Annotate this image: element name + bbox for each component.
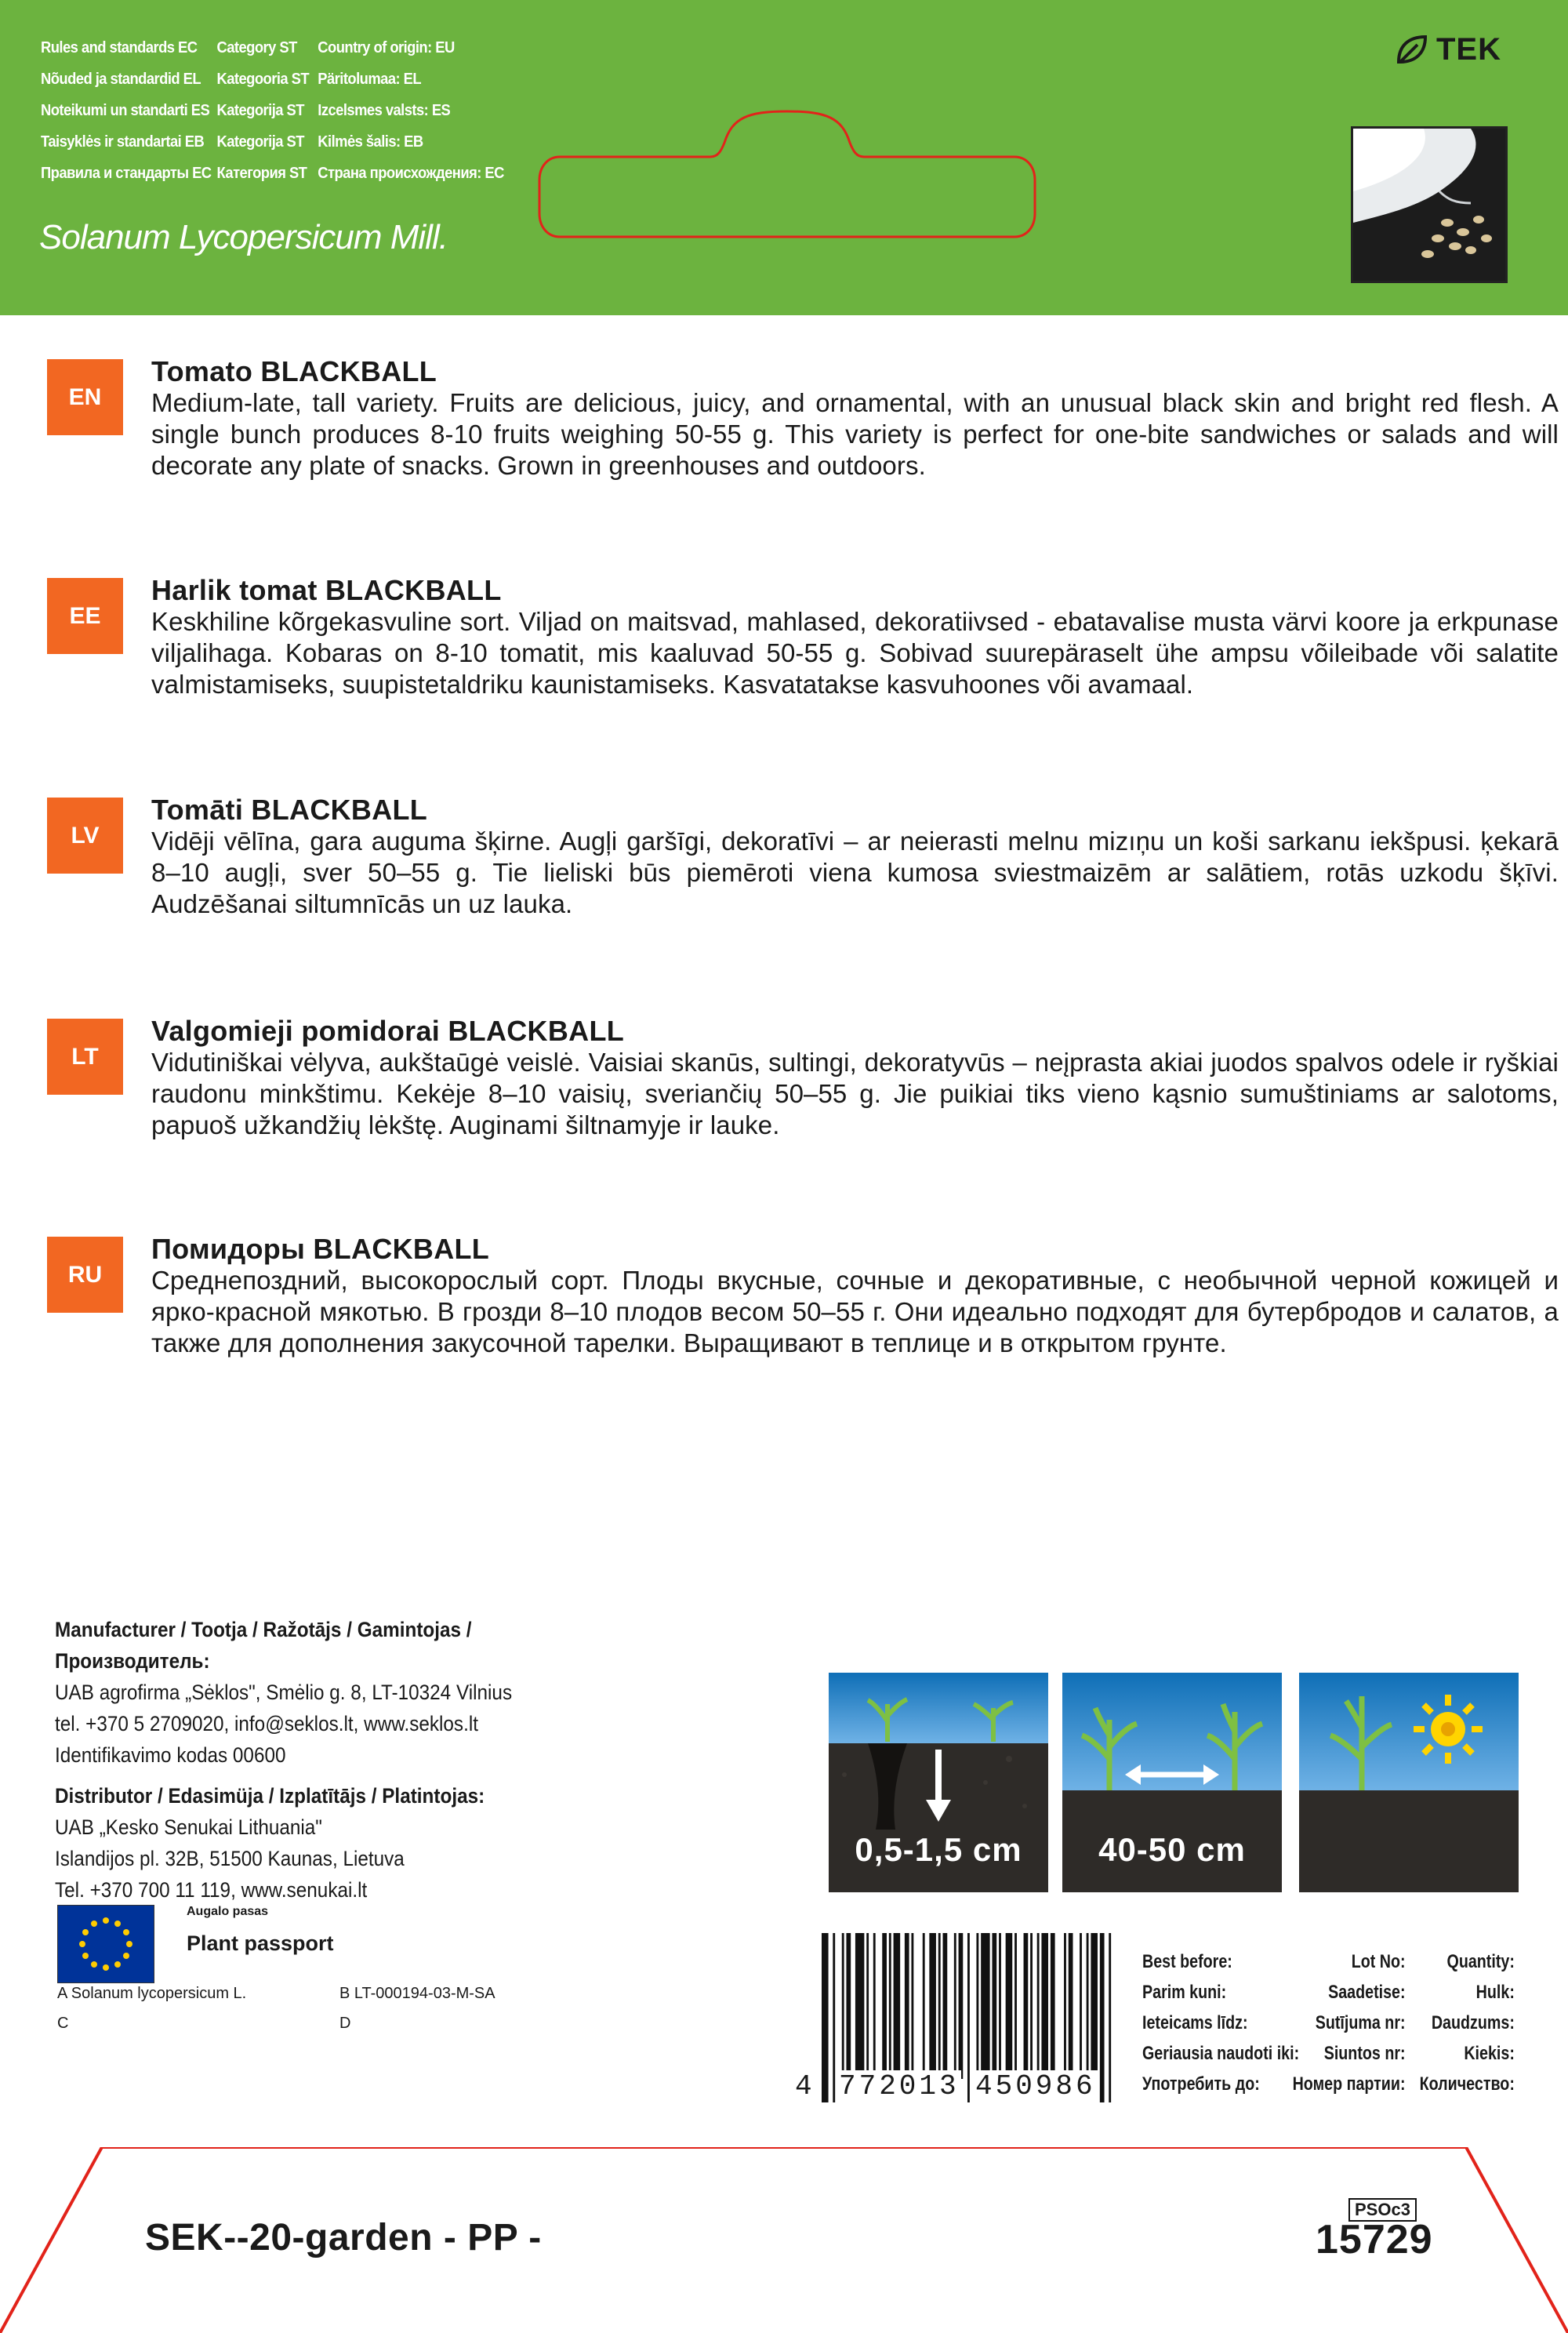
barcode-bar [1091, 1933, 1098, 2079]
barcode-bar [943, 1933, 948, 2079]
section-text: Среднепоздний, высокорослый сорт. Плоды вкусные, сочные и декоративные, с необычной черной кожицей и ярко-красной мякотью. В грозди 8–10 плодов весом 50–55 г. Они идеально подходят для бутербродов и салатов, а также для дополнения закусочной тарелки. Выращивают в теплице и в открытом грунте. [151, 1266, 1559, 1357]
barcode-bar [905, 1933, 909, 2079]
manufacturer-heading: Manufacturer / Tootja / Ražotājs / Gamintojas / Производитель: [55, 1618, 472, 1673]
quantity-column [1420, 1946, 1515, 2099]
barcode-bar [873, 1933, 876, 2079]
barcode-bar [954, 1933, 956, 2079]
standards-cell: Noteikumi un standarti ES [41, 102, 210, 119]
plant-passport-d: D [339, 2015, 351, 2032]
language-badge: LT [47, 1019, 123, 1095]
info-label: Kiekis: [1464, 2043, 1515, 2064]
barcode-bar [889, 1933, 891, 2079]
section-ee [47, 574, 1559, 732]
standards-cell: Category ST [216, 39, 297, 56]
section-title: Valgomieji pomidorai BLACKBALL [151, 1015, 625, 1047]
hang-hole-outline [536, 110, 1038, 243]
barcode-bar [999, 1933, 1001, 2079]
info-label: Номер партии: [1293, 2073, 1406, 2095]
standards-cell: Päritolumaa: EL [318, 71, 422, 88]
plant-passport-a: A Solanum lycopersicum L. [57, 1985, 247, 2002]
language-badge: LV [47, 798, 123, 874]
section-text: Vidutiniškai vėlyva, aukštaūgė veislė. Vaisiai skanūs, sultingi, dekoratyvūs – neįprasta akiai juodos spalvos odele ir ryškiai raudonu minkštimu. Kekėje 8–10 vaisių, sveriančių 50–55 g. Jie puikiai tiks vieno kąsnio sumuštiniams ar salotoms, papuoš užkandžių lėkštę. Auginami šiltnamyje ir lauke. [151, 1048, 1559, 1139]
distributor-line: Islandijos pl. 32B, 51500 Kaunas, Lietuva [55, 1847, 405, 1870]
sun-icon [1299, 1673, 1519, 1892]
info-label: Ieteicams līdz: [1142, 2012, 1248, 2033]
barcode-bar [923, 1933, 925, 2079]
info-label: Geriausia naudoti iki: [1142, 2043, 1300, 2064]
barcode-digit: 772013 [839, 2070, 960, 2102]
standards-cell: Kategorija ST [216, 102, 304, 119]
barcode-bar [855, 1933, 864, 2079]
section-lv [47, 794, 1559, 936]
plant-passport-c: C [57, 2015, 69, 2032]
header-band [0, 0, 1568, 315]
tile-label: 0,5-1,5 cm [855, 1831, 1022, 1868]
barcode-bar [882, 1933, 887, 2079]
latin-name: Solanum Lycopersicum Mill. [39, 218, 448, 256]
standards-cell: Taisyklės ir standartai EB [41, 133, 205, 151]
sowing-depth-tile [829, 1673, 1048, 1892]
barcode-bar [1014, 1933, 1017, 2079]
plant-passport-small-label: Augalo pasas [187, 1905, 269, 1918]
brand-name: TEK [1436, 31, 1501, 67]
brand-logo [1394, 30, 1501, 69]
distributor-line: UAB „Kesko Senukai Lithuania" [55, 1815, 322, 1839]
barcode-bar [1006, 1933, 1013, 2079]
barcode-bar [1041, 1933, 1048, 2079]
barcode-bar [1087, 1933, 1089, 2079]
manufacturer-line: tel. +370 5 2709020, info@seklos.lt, www.seklos.lt [55, 1712, 478, 1735]
distributor-line: Tel. +370 700 11 119, www.senukai.lt [55, 1878, 368, 1902]
standards-cell: Kategorija ST [216, 133, 304, 151]
distributor-heading: Distributor / Edasimüja / Izplatītājs / Platintojas: [55, 1784, 485, 1808]
language-badge: EN [47, 359, 123, 435]
standards-table [41, 36, 505, 185]
barcode-bar [842, 1933, 844, 2079]
product-code-line: SEK--20-garden - PP - [145, 2217, 542, 2259]
standards-cell: Kilmės šalis: EB [318, 133, 423, 151]
eu-flag-icon [57, 1905, 154, 1983]
section-text: Medium-late, tall variety. Fruits are delicious, juicy, and ornamental, with an unusual black skin and bright red flesh. A single bunch produces 8-10 fruits weighing 50-55 g. This variety is perfect for one-bite sandwiches or salads and will decorate any plate of snacks. Grown in greenhouses and outdoors. [151, 388, 1559, 480]
barcode-bar [1069, 1933, 1073, 2079]
barcode-bar [866, 1933, 869, 2079]
barcode-bar [1030, 1933, 1033, 2079]
barcode-bar [992, 1933, 996, 2079]
info-label: Lot No: [1352, 1951, 1406, 1972]
barcode-bar [1109, 1933, 1111, 2102]
section-title: Tomāti BLACKBALL [151, 794, 428, 826]
info-label: Hulk: [1475, 1982, 1515, 2003]
standards-cell: Rules and standards EC [41, 39, 198, 56]
barcode-bar [822, 1933, 829, 2102]
plant-passport-b: B LT-000194-03-M-SA [339, 1985, 495, 2002]
standards-cell: Категория ST [216, 165, 307, 182]
barcode-bar [1064, 1933, 1066, 2079]
info-label: Quantity: [1446, 1951, 1515, 1972]
lot-number-column [1293, 1946, 1406, 2099]
leaf-icon [1394, 32, 1428, 67]
info-label: Sutījuma nr: [1316, 2012, 1406, 2033]
section-text: Keskhiline kõrgekasvuline sort. Viljad on maitsvad, mahlased, dekoratiivsed - ebatavalise musta värvi koore ja erkpunase viljalihaga. Kobaras on 8-10 tomatit, mis kaaluvad 50-55 g. Sobivad suurepäraselt ühe ampsu võileibade või salatite valmistamiseks, suupistetaldriku kaunistamiseks. Kasvatatakse kasvuhoones või avamaal. [151, 607, 1559, 699]
section-en [47, 355, 1559, 513]
standards-cell: Izcelsmes valsts: ES [318, 102, 451, 119]
barcode-bar [1051, 1933, 1055, 2079]
plant-passport-label: Plant passport [187, 1931, 334, 1955]
section-lt [47, 1015, 1559, 1172]
barcode-bar [967, 1933, 970, 2102]
plant-spacing-tile [1062, 1673, 1282, 1892]
barcode-bar [1024, 1933, 1029, 2079]
manufacturer-line: UAB agrofirma „Sėklos", Smėlio g. 8, LT-10324 Vilnius [55, 1681, 513, 1704]
tile-label: 40-50 cm [1098, 1831, 1246, 1868]
info-label: Употребить до: [1142, 2073, 1260, 2095]
seed-packet-photo [1351, 126, 1508, 283]
standards-cell: Kategooria ST [216, 71, 310, 88]
barcode-bar [938, 1933, 941, 2079]
language-badge: EE [47, 578, 123, 654]
manufacturer-line: Identifikavimo kodas 00600 [55, 1743, 286, 1767]
language-badge: RU [47, 1237, 123, 1313]
pso-badge: PSOc3 [1348, 2198, 1417, 2222]
info-label: Saadetise: [1328, 1982, 1406, 2003]
best-before-column [1142, 1946, 1299, 2099]
section-title: Помидоры BLACKBALL [151, 1233, 490, 1265]
barcode-bar [1100, 1933, 1105, 2102]
info-label: Siuntos nr: [1324, 2043, 1406, 2064]
barcode-bar [1037, 1933, 1040, 2079]
barcode-digit: 450986 [975, 2070, 1096, 2102]
info-label: Количество: [1419, 2073, 1515, 2095]
manufacturer-block [55, 1614, 549, 1906]
section-ru [47, 1233, 1559, 1390]
section-text: Vidēji vēlīna, gara auguma šķirne. Augļi garšīgi, dekoratīvi – ar neierasti melnu mizıņu un koši sarkanu iekšpusi. ķekarā 8–10 augļi, sver 50–55 g. Tie lieliski būs piemēroti viena kumosa sviestmaizēm ar salātiem, rotās uzkodu šķīvi. Audzēšanai siltumnīcās un uz lauka. [151, 827, 1559, 918]
barcode-bar [929, 1933, 936, 2079]
barcode-bar [981, 1933, 989, 2079]
sun-tile [1299, 1673, 1519, 1892]
section-title: Tomato BLACKBALL [151, 355, 437, 387]
print-code: 15729 [1316, 2217, 1433, 2262]
barcode-bar [894, 1933, 901, 2079]
standards-cell: Страна происхождения: ЕС [318, 165, 504, 182]
section-title: Harlik tomat BLACKBALL [151, 574, 502, 606]
standards-cell: Country of origin: EU [318, 39, 455, 56]
info-label: Daudzums: [1431, 2012, 1515, 2033]
info-label: Parim kuni: [1142, 1982, 1227, 2003]
barcode-digit: 4 [795, 2070, 815, 2102]
barcode-bar [846, 1933, 851, 2079]
barcode-bar [833, 1933, 835, 2102]
barcode-bar [1080, 1933, 1082, 2079]
info-label: Best before: [1142, 1951, 1232, 1972]
barcode-bar [959, 1933, 964, 2079]
standards-cell: Nõuded ja standardid EL [41, 71, 201, 88]
standards-cell: Правила и стандарты ЕС [41, 165, 212, 182]
barcode-bar [911, 1933, 913, 2079]
